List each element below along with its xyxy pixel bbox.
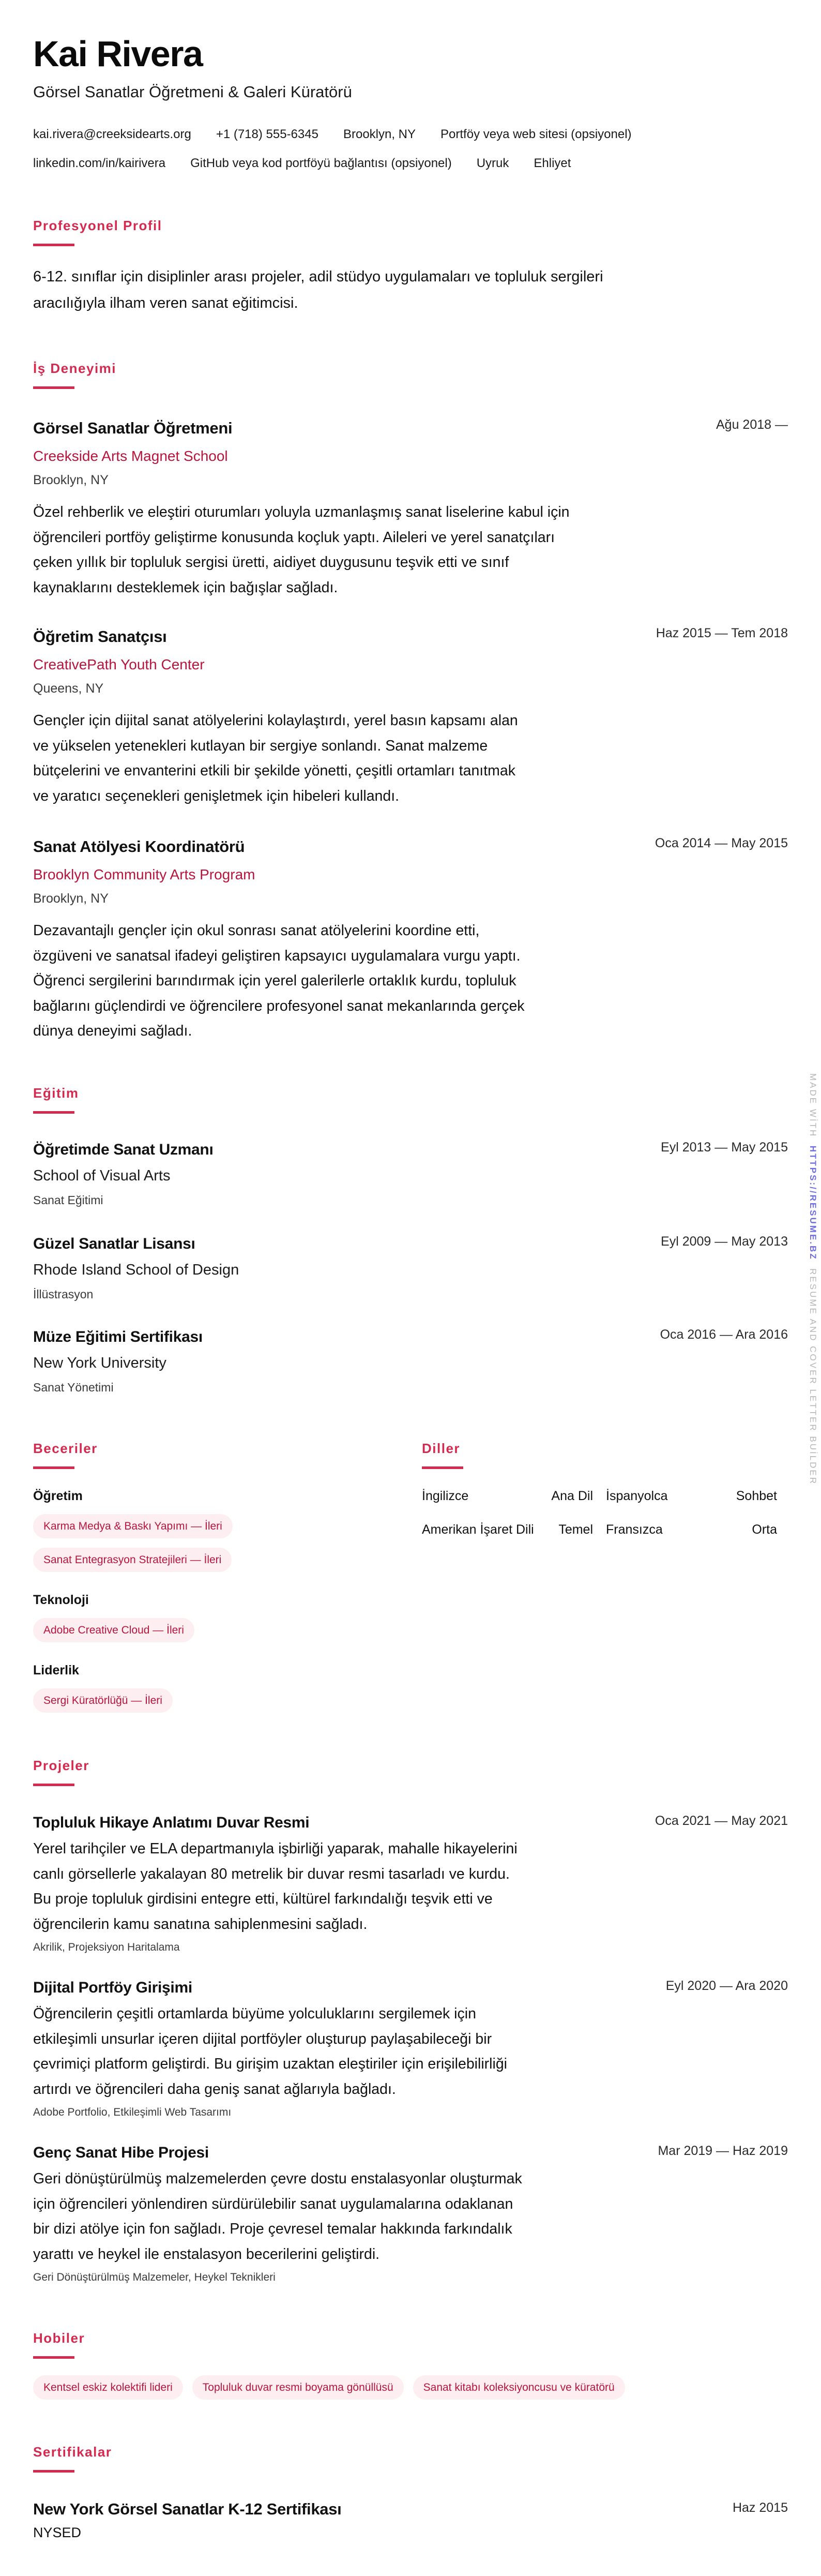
language-name: İspanyolca — [606, 1489, 668, 1503]
certification-issuer: NYSED — [33, 2525, 82, 2540]
section-profile — [33, 216, 788, 246]
company-name: CreativePath Youth Center — [33, 656, 205, 672]
field-of-study: Sanat Eğitimi — [33, 1193, 103, 1207]
location: Brooklyn, NY — [343, 127, 416, 141]
job-description — [33, 708, 788, 808]
degree-title: Müze Eğitimi Sertifikası — [33, 1328, 203, 1345]
job-date: Ağu 2018 — — [716, 417, 788, 432]
job-item — [33, 623, 788, 808]
job-description — [33, 918, 788, 1044]
text-line: Yerel tarihçiler ve ELA departmanıyla işbirliği yaparak, mahalle hikayelerini — [33, 1840, 518, 1857]
project-technologies: Adobe Portfolio, Etkileşimli Web Tasarımı — [33, 2106, 232, 2118]
driving-license: Ehliyet — [534, 156, 571, 170]
section-education — [33, 1084, 788, 1114]
text-line: 6-12. sınıflar için disiplinler arası projeler, adil stüdyo uygulamaları ve topluluk sergileri — [33, 268, 603, 285]
language-level: Sohbet — [736, 1489, 777, 1503]
skill-group-label: Teknoloji — [33, 1593, 89, 1607]
section-divider — [33, 244, 74, 246]
section-divider — [33, 2470, 74, 2473]
text-line: bir dizi atölye için fon sağladı. Proje çevresel temalar hakkında farkındalık — [33, 2221, 512, 2237]
education-item — [33, 1323, 788, 1400]
education-date: Eyl 2009 — May 2013 — [661, 1234, 788, 1249]
section-projects — [33, 1756, 788, 1786]
text-line: bağlarını güçlendirdi ve öğrencilere profesyonel sanat mekanlarında gerçek — [33, 997, 525, 1014]
section-hobbies — [33, 2329, 788, 2359]
project-date: Oca 2021 — May 2021 — [655, 1814, 788, 1828]
company-name: Brooklyn Community Arts Program — [33, 866, 255, 882]
section-skills — [33, 1439, 395, 1469]
project-description — [33, 1836, 788, 1937]
language-row — [422, 1519, 777, 1540]
job-location: Brooklyn, NY — [33, 473, 109, 487]
hobby-list — [33, 2375, 625, 2400]
watermark-text: RESUME AND COVER LETTER BUİLDER — [808, 1268, 818, 1486]
project-item — [33, 1974, 788, 2123]
skill-tag: Sergi Küratörlüğü — İleri — [33, 1688, 173, 1713]
section-heading: Beceriler — [33, 1441, 98, 1456]
project-title: Dijital Portföy Girişimi — [33, 1979, 192, 1996]
hobby-tag: Topluluk duvar resmi boyama gönüllüsü — [192, 2375, 404, 2400]
section-heading: Diller — [422, 1441, 461, 1456]
job-item — [33, 833, 788, 1044]
profile-summary — [33, 264, 603, 317]
section-heading: Hobiler — [33, 2330, 85, 2346]
language-row — [422, 1486, 777, 1506]
section-heading: Projeler — [33, 1758, 89, 1773]
section-divider — [33, 386, 74, 389]
section-divider — [422, 1466, 463, 1469]
section-divider — [33, 1784, 74, 1786]
text-line: ve yaratıcı seçenekleri genişletmek için hibeleri kullandı. — [33, 787, 400, 804]
github-link[interactable]: GitHub veya kod portföyü bağlantısı (opsiyonel) — [190, 156, 452, 170]
language-name: Fransızca — [606, 1522, 663, 1537]
hobby-tag: Kentsel eskiz kolektifi lideri — [33, 2375, 183, 2400]
text-line: öğrencileri portföy geliştirme konusunda koçluk yaptı. Aileleri ve yerel sanatçıları — [33, 529, 555, 546]
text-line: Öğrencilerin çeşitli ortamlarda büyüme yolculuklarını sergilemek için — [33, 2005, 476, 2022]
contact-row — [33, 154, 571, 173]
skill-group-label: Öğretim — [33, 1489, 83, 1503]
project-item — [33, 2139, 788, 2288]
project-technologies: Geri Dönüştürülmüş Malzemeler, Heykel Teknikleri — [33, 2271, 276, 2283]
linkedin-link[interactable]: linkedin.com/in/kairivera — [33, 156, 166, 170]
skill-tag: Sanat Entegrasyon Stratejileri — İleri — [33, 1548, 232, 1572]
section-heading: İş Deneyimi — [33, 361, 117, 376]
candidate-name: Kai Rivera — [33, 34, 203, 74]
hobby-tag: Sanat kitabı koleksiyoncusu ve küratörü — [413, 2375, 625, 2400]
section-divider — [33, 1111, 74, 1114]
job-title: Öğretim Sanatçısı — [33, 627, 167, 646]
candidate-title: Görsel Sanatlar Öğretmeni & Galeri Küratörü — [33, 83, 352, 101]
text-line: öğrencilerin kamu sanatına sahiplenmesini sağladı. — [33, 1915, 368, 1933]
language-item — [422, 1486, 593, 1506]
job-date: Oca 2014 — May 2015 — [655, 836, 788, 850]
school-name: School of Visual Arts — [33, 1167, 171, 1184]
education-item — [33, 1136, 788, 1212]
text-line: Geri dönüştürülmüş malzemelerden çevre dostu enstalasyonlar oluşturmak — [33, 2170, 522, 2187]
text-line: etkileşimli unsurlar içeren dijital portföyler oluşturup paylaşabileceği bir — [33, 2030, 492, 2047]
school-name: Rhode Island School of Design — [33, 1262, 239, 1278]
language-item — [422, 1519, 593, 1540]
section-languages — [422, 1439, 784, 1469]
section-divider — [33, 2356, 74, 2359]
certification-item — [33, 2495, 788, 2542]
project-description — [33, 2001, 788, 2102]
text-line: Dezavantajlı gençler için okul sonrası sanat atölyelerini koordine etti, — [33, 922, 480, 939]
text-line: aracılığıyla ilham veren sanat eğitimcisi. — [33, 295, 298, 311]
watermark — [808, 1073, 818, 1485]
degree-title: Güzel Sanatlar Lisansı — [33, 1235, 195, 1252]
section-heading: Profesyonel Profil — [33, 218, 162, 233]
school-name: New York University — [33, 1355, 166, 1371]
job-date: Haz 2015 — Tem 2018 — [656, 626, 788, 640]
degree-title: Öğretimde Sanat Uzmanı — [33, 1141, 214, 1158]
text-line: çeken yıllık bir topluluk sergisi üretti, aidiyet duygusunu teşvik etti ve sınıf — [33, 554, 509, 571]
language-level: Temel — [558, 1522, 593, 1537]
section-heading: Eğitim — [33, 1085, 79, 1101]
contact-row — [33, 125, 632, 144]
project-date: Mar 2019 — Haz 2019 — [658, 2144, 788, 2158]
project-item — [33, 1809, 788, 1958]
language-item — [606, 1519, 777, 1540]
education-date: Oca 2016 — Ara 2016 — [660, 1327, 788, 1342]
email-link[interactable]: kai.rivera@creeksidearts.org — [33, 127, 191, 141]
language-level: Ana Dil — [551, 1489, 593, 1503]
text-line: Gençler için dijital sanat atölyelerini kolaylaştırdı, yerel basın kapsamı alan — [33, 712, 518, 729]
skill-group-label: Liderlik — [33, 1663, 79, 1678]
watermark-link[interactable]: HTTPS://RESUME.BZ — [808, 1145, 818, 1261]
watermark-text: MADE WİTH — [808, 1073, 818, 1138]
section-heading: Sertifikalar — [33, 2444, 112, 2460]
company-name: Creekside Arts Magnet School — [33, 448, 228, 464]
skill-tag: Karma Medya & Baskı Yapımı — İleri — [33, 1514, 233, 1538]
project-technologies: Akrilik, Projeksiyon Haritalama — [33, 1941, 180, 1953]
education-item — [33, 1230, 788, 1307]
text-line: canlı görsellerle yakalayan 80 metrelik bir duvar resmi tasarladı ve kurdu. — [33, 1865, 510, 1882]
language-name: Amerikan İşaret Dili — [422, 1522, 534, 1537]
phone[interactable]: +1 (718) 555-6345 — [216, 127, 318, 141]
text-line: kaynaklarını desteklemek için bağışlar sağladı. — [33, 579, 338, 596]
text-line: çevrimiçi platform geliştirdi. Bu girişim uzaktan eleştiriler için erişilebilirliği — [33, 2056, 507, 2072]
job-title: Görsel Sanatlar Öğretmeni — [33, 419, 233, 437]
text-line: dünya deneyimi sağladı. — [33, 1023, 192, 1039]
project-description — [33, 2166, 788, 2267]
text-line: Öğrenci sergilerini barındırmak için yerel galerilerle ortaklık kurdu, topluluk — [33, 972, 516, 989]
section-certifications — [33, 2443, 788, 2473]
language-level: Orta — [752, 1522, 777, 1537]
text-line: Bu proje topluluk girdisini entegre etti, kültürel farkındalığı teşvik etti ve — [33, 1891, 493, 1907]
skill-tag: Adobe Creative Cloud — İleri — [33, 1618, 194, 1642]
job-location: Brooklyn, NY — [33, 891, 109, 906]
certification-date: Haz 2015 — [732, 2500, 788, 2515]
field-of-study: Sanat Yönetimi — [33, 1381, 114, 1394]
field-of-study: İllüstrasyon — [33, 1287, 94, 1301]
text-line: için öğrencileri yönlendiren sürdürülebilir sanat uygulamalarına odaklanan — [33, 2195, 513, 2212]
job-location: Queens, NY — [33, 681, 104, 696]
job-description — [33, 500, 788, 600]
project-date: Eyl 2020 — Ara 2020 — [665, 1979, 788, 1993]
education-date: Eyl 2013 — May 2015 — [661, 1140, 788, 1155]
text-line: Özel rehberlik ve eleştiri oturumları yoluyla uzmanlaşmış sanat liselerine kabul için — [33, 504, 570, 520]
section-divider — [33, 1466, 74, 1469]
website-link[interactable]: Portföy veya web sitesi (opsiyonel) — [440, 127, 632, 141]
project-title: Topluluk Hikaye Anlatımı Duvar Resmi — [33, 1814, 310, 1831]
text-line: bütçelerini ve envanterini etkili bir şekilde yönetti, çeşitli ortamları tanıtmak — [33, 762, 515, 779]
text-line: özgüveni ve sanatsal ifadeyi geliştiren kapsayıcı uygulamalara vurgu yaptı. — [33, 947, 521, 964]
job-title: Sanat Atölyesi Koordinatörü — [33, 837, 245, 856]
text-line: artırdı ve öğrencileri daha geniş sanat ağlarıyla bağladı. — [33, 2080, 396, 2098]
section-experience — [33, 359, 788, 389]
certification-title: New York Görsel Sanatlar K-12 Sertifikası — [33, 2500, 342, 2518]
nationality: Uyruk — [476, 156, 509, 170]
language-name: İngilizce — [422, 1489, 469, 1503]
project-title: Genç Sanat Hibe Projesi — [33, 2144, 209, 2161]
job-item — [33, 414, 788, 600]
language-item — [606, 1486, 777, 1506]
text-line: ve yükselen yetenekleri kutlayan bir sergiye sonlandı. Sanat malzeme — [33, 737, 488, 754]
text-line: yarattı ve heykel ile enstalasyon becerilerini geliştirdi. — [33, 2245, 380, 2263]
